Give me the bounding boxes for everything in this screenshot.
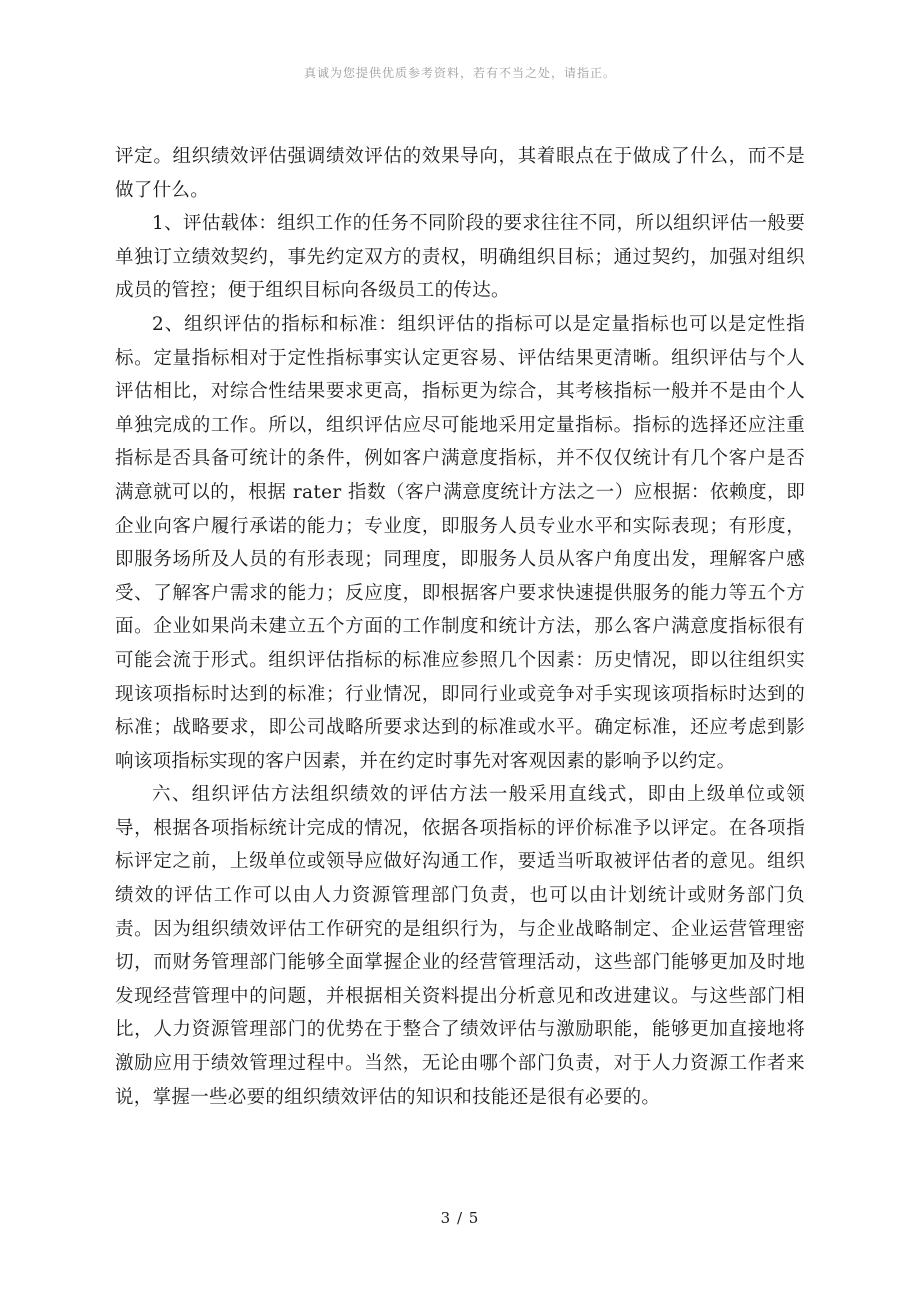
paragraph-indicators-standards: 2、组织评估的指标和标准：组织评估的指标可以是定量指标也可以是定性指标。定量指标相对于定性指标事实认定更容易、评估结果更清晰。组织评估与个人评估相比，对综合性结果要求更高，指标更为综合，其考核指标一般并不是由个人单独完成的工作。所以，组织评估应尽可能地采用定量指标。指标的选择还应注重指标是否具备可统计的条件，例如客户满意度指标，并不仅仅统计有几个客户是否满意就可以的，根据 rater 指数（客户满意度统计方法之一）应根据：依赖度，即企业向客户履行承诺的能力；专业度，即服务人员专业水平和实际表现；有形度，即服务场所及人员的有形表现；同理度，即服务人员从客户角度出发，理解客户感受、了解客户需求的能力；反应度，即根据客户要求快速提供服务的能力等五个方面。企业如果尚未建立五个方面的工作制度和统计方法，那么客户满意度指标很有可能会流于形式。组织评估指标的标准应参照几个因素：历史情况，即以往组织实现该项指标时达到的标准；行业情况，即同行业或竞争对手实现该项指标时达到的标准；战略要求，即公司战略所要求达到的标准或水平。确定标准，还应考虑到影响该项指标实现的客户因素，并在约定时事先对客观因素的影响予以约定。 (115, 313, 805, 772)
paragraph-evaluation-carrier: 1、评估载体：组织工作的任务不同阶段的要求往往不同，所以组织评估一般要单独订立绩效契约，事先约定双方的责权，明确组织目标；通过契约，加强对组织成员的管控；便于组织目标向各级员工的传达。 (115, 213, 805, 302)
paragraph-continuation: 评定。组织绩效评估强调绩效评估的效果导向，其着眼点在于做成了什么，而不是做了什么。 (115, 146, 805, 201)
paragraph-evaluation-methods: 六、组织评估方法组织绩效的评估方法一般采用直线式，即由上级单位或领导，根据各项指标统计完成的情况，依据各项指标的评价标准予以评定。在各项指标评定之前，上级单位或领导应做好沟通工作，要适当听取被评估者的意见。组织绩效的评估工作可以由人力资源管理部门负责，也可以由计划统计或财务部门负责。因为组织绩效评估工作研究的是组织行为，与企业战略制定、企业运营管理密切，而财务管理部门能够全面掌握企业的经营管理活动，这些部门能够更加及时地发现经营管理中的问题，并根据相关资料提出分析意见和改进建议。与这些部门相比，人力资源管理部门的优势在于整合了绩效评估与激励职能，能够更加直接地将激励应用于绩效管理过程中。当然，无论由哪个部门负责，对于人力资源工作者来说，掌握一些必要的组织绩效评估的知识和技能还是很有必要的。 (115, 784, 805, 1108)
header-note: 真诚为您提供优质参考资料，若有不当之处，请指正。 (303, 66, 616, 80)
page-number: 3 / 5 (440, 1209, 480, 1227)
body-text (115, 140, 805, 1114)
